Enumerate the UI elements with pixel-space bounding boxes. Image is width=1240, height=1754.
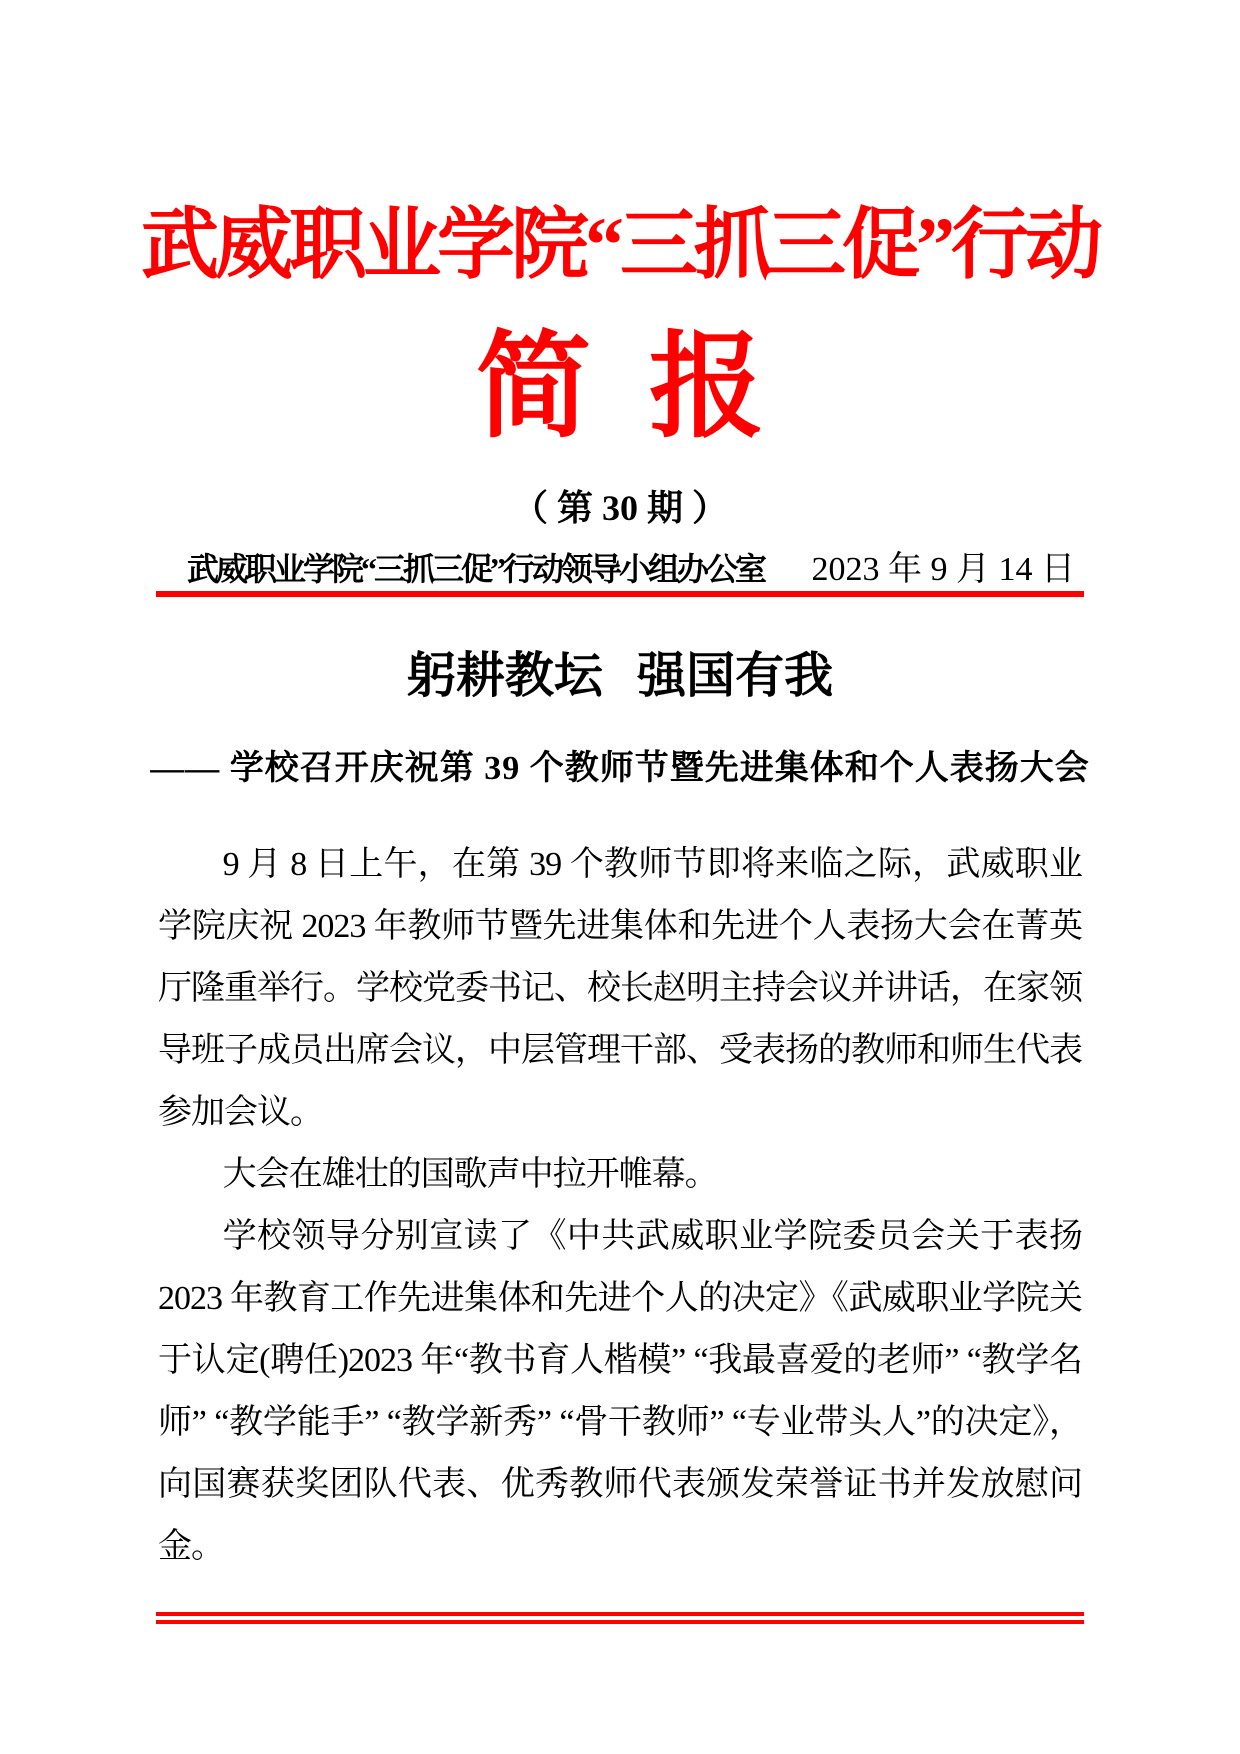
header-rule (156, 591, 1084, 597)
masthead (0, 201, 1240, 597)
article (0, 648, 1240, 1624)
paper-name (0, 324, 1240, 451)
office-row (157, 550, 1083, 589)
issuing-office: 武威职业学院“三抓三促”行动领导小组办公室 (187, 551, 765, 587)
masthead-title: 武威职业学院“三抓三促”行动 (140, 201, 1099, 288)
footer-rule (156, 1612, 1084, 1624)
paper-name-char-left: 简 (475, 324, 591, 451)
paragraph-2: 大会在雄壮的国歌声中拉开帷幕。 (222, 1156, 718, 1193)
issue-number: （ 第 30 期 ） (511, 488, 728, 528)
article-body (158, 834, 1082, 1578)
article-title: 躬耕教坛 强国有我 (406, 648, 834, 703)
paragraph-3: 学校领导分别宣读了《中共武威职业学院委员会关于表扬 2023 年教育工作先进集体和先进个人的决定》《武威职业学院关于认定(聘任)2023 年“教书育人楷模” “我最喜爱的老师” “教学名师” “教学能手” “教学新秀” “骨干教师” “专业带头人”的决定》，向国赛获奖团队代表、优秀教师代表颁发荣誉证书并发放慰问金。 (158, 1218, 1082, 1565)
issue-date: 2023 年 9 月 14 日 (811, 551, 1075, 588)
paragraph-1: 9 月 8 日上午，在第 39 个教师节即将来临之际，武威职业学院庆祝 2023 年教师节暨先进集体和先进个人表扬大会在菁英厅隆重举行。学校党委书记、校长赵明主持会议并讲话，在家领导班子成员出席会议，中层管理干部、受表扬的教师和师生代表参加会议。 (158, 846, 1082, 1131)
paper-name-char-right: 报 (649, 324, 765, 451)
article-subtitle: —— 学校召开庆祝第 39 个教师节暨先进集体和个人表扬大会 (150, 750, 1090, 787)
